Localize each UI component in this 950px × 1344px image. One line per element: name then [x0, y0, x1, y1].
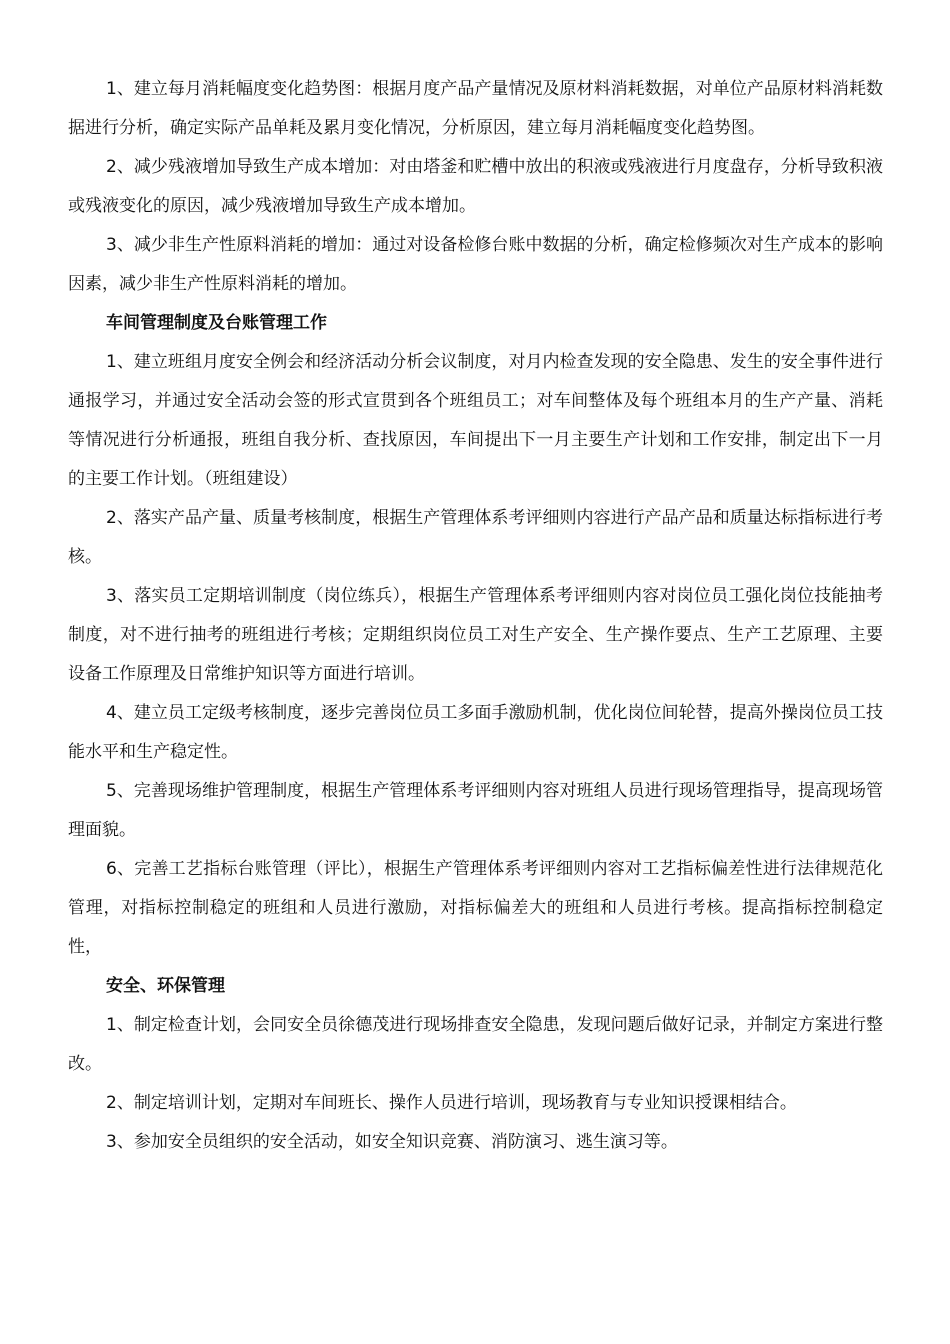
paragraph-monthly-consumption-trend: 1、建立每月消耗幅度变化趋势图：根据月度产品产量情况及原材料消耗数据，对单位产品原材料消耗数据进行分析，确定实际产品单耗及累月变化情况，分析原因，建立每月消耗幅度变化趋势图。: [68, 79, 883, 138]
paragraph-training-plan: 2、制定培训计划，定期对车间班长、操作人员进行培训，现场教育与专业知识授课相结合。: [106, 1093, 797, 1113]
paragraph-grading-assessment: 4、建立员工定级考核制度，逐步完善岗位员工多面手激励机制，优化岗位间轮替，提高外操岗位员工技能水平和生产稳定性。: [68, 703, 883, 762]
document-body: [68, 70, 883, 1162]
paragraph-team-monthly-meeting: 1、建立班组月度安全例会和经济活动分析会议制度，对月内检查发现的安全隐患、发生的安全事件进行通报学习，并通过安全活动会签的形式宣贯到各个班组员工；对车间整体及每个班组本月的生产产量、消耗等情况进行分析通报，班组自我分析、查找原因，车间提出下一月主要生产计划和工作安排，制定出下一月的主要工作计划。（班组建设）: [68, 352, 883, 489]
paragraph-reduce-residue: 2、减少残液增加导致生产成本增加：对由塔釜和贮槽中放出的积液或残液进行月度盘存，分析导致积液或残液变化的原因，减少残液增加导致生产成本增加。: [68, 157, 883, 216]
paragraph-regular-training: 3、落实员工定期培训制度（岗位练兵），根据生产管理体系考评细则内容对岗位员工强化岗位技能抽考制度，对不进行抽考的班组进行考核；定期组织岗位员工对生产安全、生产操作要点、生产工艺原理、主要设备工作原理及日常维护知识等方面进行培训。: [68, 586, 883, 684]
paragraph-output-quality-assessment: 2、落实产品产量、质量考核制度，根据生产管理体系考评细则内容进行产品产品和质量达标指标进行考核。: [68, 508, 883, 567]
paragraph-reduce-nonproduction-consumption: 3、减少非生产性原料消耗的增加：通过对设备检修台账中数据的分析，确定检修频次对生产成本的影响因素，减少非生产性原料消耗的增加。: [68, 235, 883, 294]
paragraph-inspection-plan: 1、制定检查计划，会同安全员徐德茂进行现场排查安全隐患，发现问题后做好记录，并制定方案进行整改。: [68, 1015, 883, 1074]
section-heading-safety-environment: 安全、环保管理: [106, 976, 225, 996]
paragraph-process-indicator-ledger: 6、完善工艺指标台账管理（评比），根据生产管理体系考评细则内容对工艺指标偏差性进行法律规范化管理，对指标控制稳定的班组和人员进行激励，对指标偏差大的班组和人员进行考核。提高指标控制稳定性，: [68, 859, 883, 957]
section-heading-workshop-management: 车间管理制度及台账管理工作: [106, 313, 327, 333]
paragraph-site-maintenance: 5、完善现场维护管理制度，根据生产管理体系考评细则内容对班组人员进行现场管理指导，提高现场管理面貌。: [68, 781, 883, 840]
paragraph-safety-activities: 3、参加安全员组织的安全活动，如安全知识竞赛、消防演习、逃生演习等。: [106, 1132, 678, 1152]
